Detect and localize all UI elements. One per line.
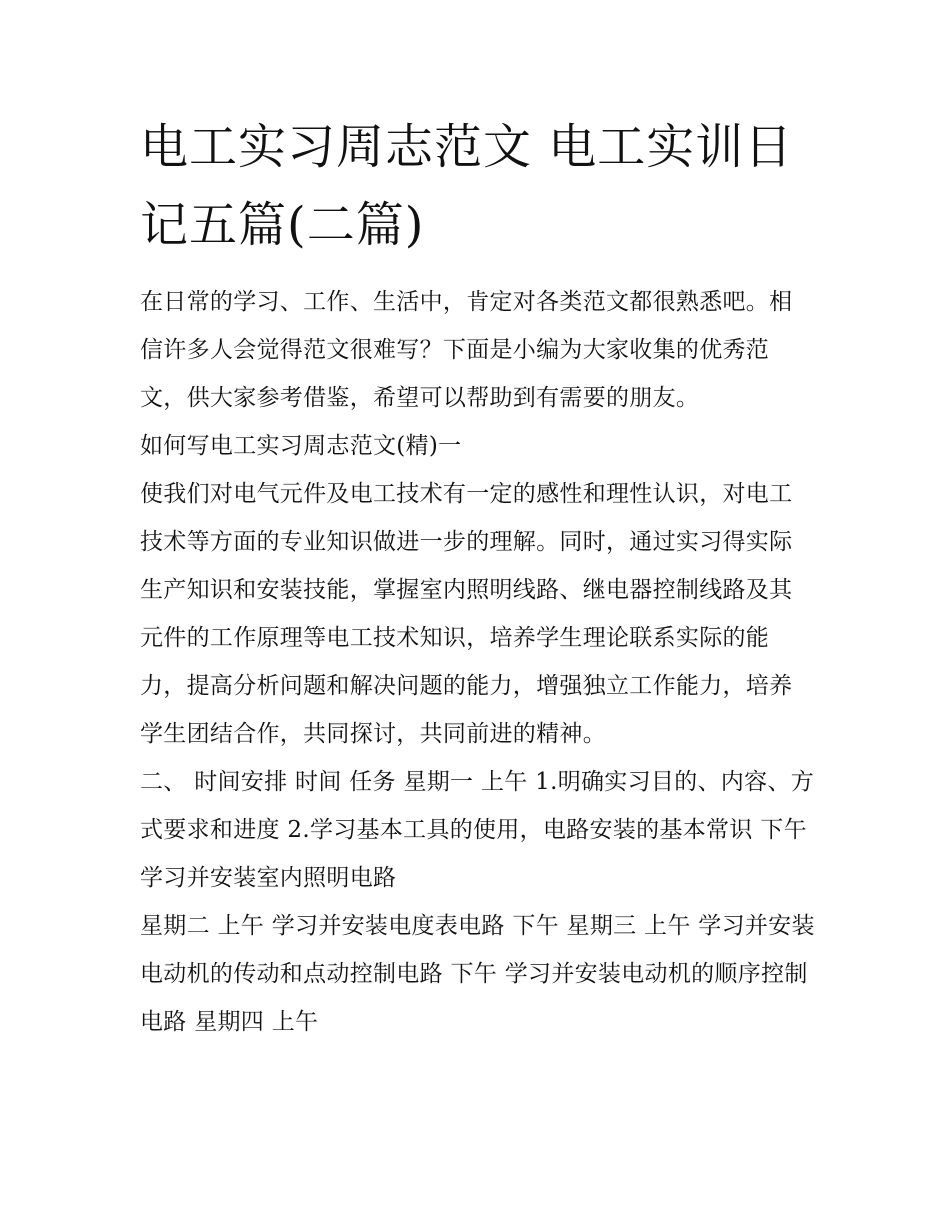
schedule-continued-paragraph: 星期二 上午 学习并安装电度表电路 下午 星期三 上午 学习并安装电动机的传动和点动控制电路 下午 学习并安装电动机的顺序控制电路 星期四 上午 [140,913,815,1035]
section-heading: 如何写电工实习周志范文(精)一 [140,433,462,459]
intro-paragraph: 在日常的学习、工作、生活中，肯定对各类范文都很熟悉吧。相信许多人会觉得范文很难写？下面是小编为大家收集的优秀范文，供大家参考借鉴，希望可以帮助到有需要的朋友。 [140,289,793,411]
objective-paragraph: 使我们对电气元件及电工技术有一定的感性和理性认识，对电工技术等方面的专业知识做进一步的理解。同时，通过实习得实际生产知识和安装技能，掌握室内照明线路、继电器控制线路及其元件的工作原理等电工技术知识，培养学生理论联系实际的能力，提高分析问题和解决问题的能力，增强独立工作能力，培养学生团结合作，共同探讨，共同前进的精神。 [140,481,793,747]
document-body [140,278,815,1046]
document-title: 电工实习周志范文 电工实训日记五篇(二篇) [140,119,794,253]
schedule-paragraph: 二、 时间安排 时间 任务 星期一 上午 1.明确实习目的、内容、方式要求和进度 2.学习基本工具的使用，电路安装的基本常识 下午 学习并安装室内照明电路 [140,769,815,891]
